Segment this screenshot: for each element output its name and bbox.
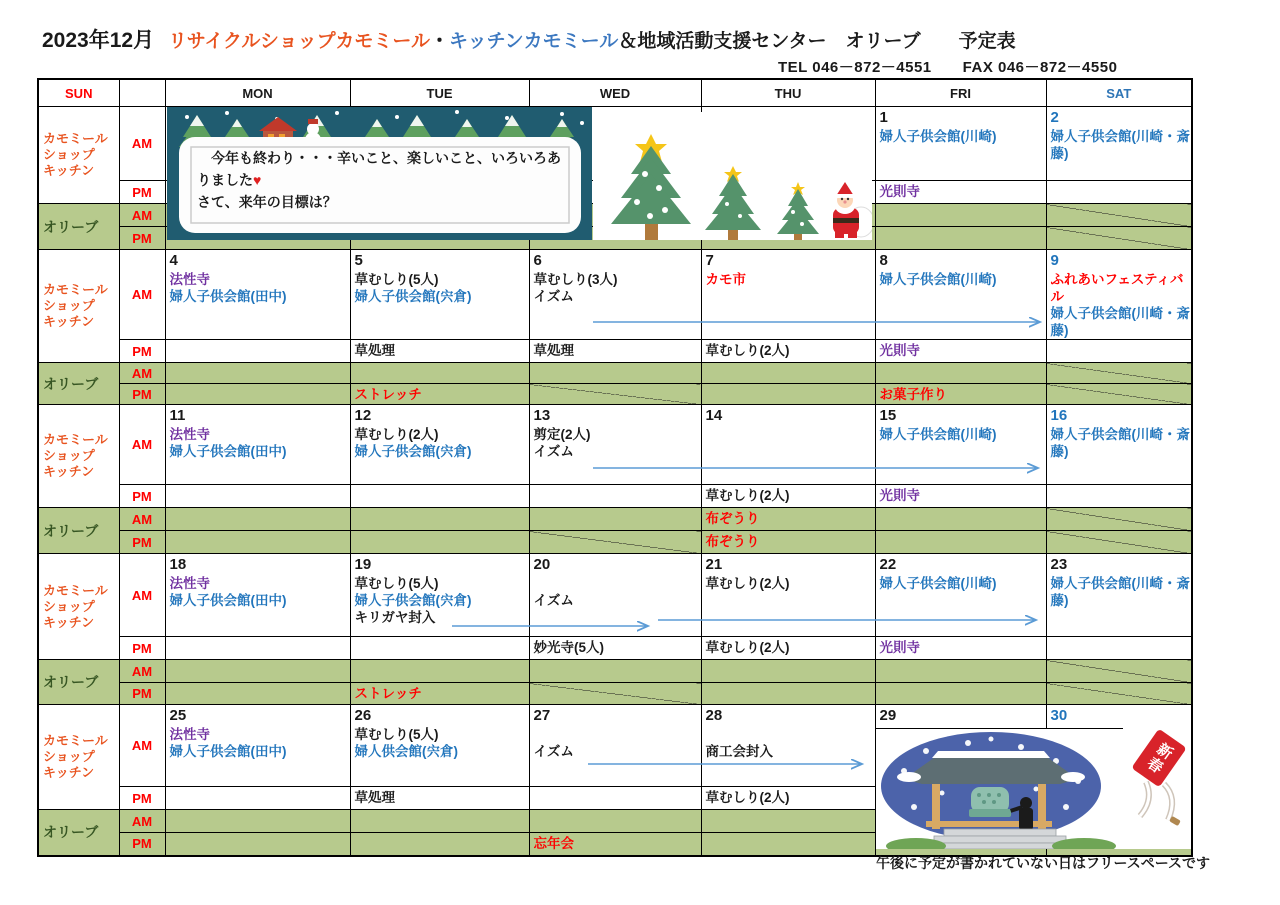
week-2-olive-am-row (38, 363, 1192, 384)
program-label-line: カモミール (43, 131, 108, 146)
program-label-line: カモミール (43, 733, 108, 748)
calendar-am-cell (875, 554, 1046, 637)
olive-am-cell (165, 363, 350, 384)
entry-line: ストレッチ (354, 686, 422, 701)
date-number: 20 (533, 556, 551, 573)
entry-line: カモ市 (705, 272, 746, 287)
date-number: 26 (354, 707, 372, 724)
olive-pm-cell (701, 833, 875, 856)
olive-pm-cell (350, 833, 529, 856)
banner-message (197, 147, 569, 213)
header-sat: SAT (1046, 79, 1192, 107)
olive-pm-cell (165, 384, 350, 405)
olive-pm-cell (529, 683, 701, 705)
header-mon: MON (165, 79, 350, 107)
entry-line: 婦人子供会館(川崎) (879, 272, 997, 287)
olive-am-cell (875, 660, 1046, 683)
program-label-line: キッチン (43, 614, 95, 630)
calendar-am-cell (529, 405, 701, 485)
entry-line: 草むしり(5人) (354, 272, 439, 287)
entry-line: 法性寺 (169, 727, 210, 742)
christmas-trees-art (593, 112, 872, 240)
olive-pm-cell (165, 833, 350, 856)
program-label-line: ショップ (43, 598, 95, 614)
olive-am-cell (701, 363, 875, 384)
header-blank (119, 79, 165, 107)
olive-pm-cell (165, 531, 350, 554)
calendar-pm-cell (350, 637, 529, 660)
olive-am-cell (529, 363, 701, 384)
date-number: 27 (533, 707, 551, 724)
calendar-pm-cell (875, 181, 1046, 204)
olive-am-cell (165, 660, 350, 683)
title-month: 2023年12月 (42, 29, 155, 52)
calendar-am-cell (165, 405, 350, 485)
entry-line: ストレッチ (354, 387, 422, 402)
calendar-am-cell (1046, 107, 1192, 181)
olive-label-cell: オリーブ (38, 204, 119, 250)
olive-label-cell: オリーブ (38, 660, 119, 705)
date-number: 21 (705, 556, 723, 573)
calendar-am-cell (350, 705, 529, 787)
calendar-am-cell (701, 705, 875, 787)
calendar-pm-cell (875, 340, 1046, 363)
date-number: 1 (879, 109, 888, 126)
entry-line: 草むしり(2人) (705, 640, 790, 655)
calendar-am-cell (1046, 405, 1192, 485)
entry-line: 婦人子供会館(川崎・斎藤) (1050, 427, 1190, 459)
olive-pm-cell (350, 683, 529, 705)
olive-pm-cell (875, 384, 1046, 405)
header-fri: FRI (875, 79, 1046, 107)
date-number: 14 (705, 407, 723, 424)
entry-line (530, 726, 701, 743)
calendar-pm-cell (350, 787, 529, 810)
entry-line: イズム (533, 289, 574, 304)
date-number: 22 (879, 556, 897, 573)
entry-line: 婦人子供会館(宍倉) (354, 593, 472, 608)
olive-pm-cell (875, 683, 1046, 705)
program-label-line: キッチン (43, 163, 95, 178)
week-3-olive-am-row (38, 508, 1192, 531)
calendar-pm-cell (875, 637, 1046, 660)
olive-am-cell (165, 810, 350, 833)
entry-line: 婦人子供会館(川崎) (879, 427, 997, 442)
entry-line: 婦人子供会館(田中) (169, 593, 287, 608)
olive-am-label-cell: AM (119, 660, 165, 683)
olive-pm-cell (350, 384, 529, 405)
olive-pm-cell (529, 531, 701, 554)
olive-pm-cell (529, 384, 701, 405)
week-2-olive-pm-row (38, 384, 1192, 405)
entry-line: 光則寺 (879, 184, 920, 199)
pm-label-cell: PM (119, 181, 165, 204)
am-label-cell: AM (119, 250, 165, 340)
date-number: 15 (879, 407, 897, 424)
olive-am-cell (701, 660, 875, 683)
date-number: 2 (1050, 109, 1059, 126)
entry-line: 草むしり(5人) (354, 576, 439, 591)
olive-am-cell (350, 810, 529, 833)
calendar-pm-cell (350, 485, 529, 508)
date-number: 30 (1050, 707, 1068, 724)
pm-label-cell: PM (119, 637, 165, 660)
week-3-am-row (38, 405, 1192, 485)
header-thu: THU (701, 79, 875, 107)
olive-am-cell (701, 508, 875, 531)
program-label-cell (38, 705, 119, 810)
date-number: 25 (169, 707, 187, 724)
calendar-pm-cell (701, 637, 875, 660)
week-4-olive-am-row (38, 660, 1192, 683)
olive-pm-label-cell: PM (119, 833, 165, 856)
olive-am-cell (350, 363, 529, 384)
header-tue: TUE (350, 79, 529, 107)
olive-am-cell (875, 363, 1046, 384)
calendar-am-cell (350, 405, 529, 485)
calendar-pm-cell (529, 637, 701, 660)
olive-am-cell (1046, 363, 1192, 384)
date-number: 28 (705, 707, 723, 724)
program-label-line: キッチン (43, 464, 95, 479)
olive-am-cell (875, 508, 1046, 531)
olive-pm-cell (350, 531, 529, 554)
entry-line: 光則寺 (879, 640, 920, 655)
pm-label-cell: PM (119, 485, 165, 508)
olive-pm-cell (875, 531, 1046, 554)
am-label-cell: AM (119, 705, 165, 787)
calendar-am-cell (701, 554, 875, 637)
entry-line: 婦人子供会館(田中) (169, 289, 287, 304)
entry-line: 婦人供会館(宍倉) (354, 744, 458, 759)
date-number: 6 (533, 252, 542, 269)
contact-info: TEL 046－872－4551 FAX 046－872－4550 (778, 59, 1118, 76)
olive-am-label-cell: AM (119, 204, 165, 227)
entry-line: 婦人子供会館(田中) (169, 444, 287, 459)
entry-line: 光則寺 (879, 488, 920, 503)
entry-line: 法性寺 (169, 576, 210, 591)
new-year-kite-art (1126, 730, 1190, 834)
calendar-am-cell (529, 705, 701, 787)
calendar-pm-cell (165, 637, 350, 660)
olive-am-cell (701, 810, 875, 833)
calendar-am-cell (165, 705, 350, 787)
week-4-olive-pm-row (38, 683, 1192, 705)
week-2-pm-row (38, 340, 1192, 363)
olive-am-cell (1046, 508, 1192, 531)
title-rest: ＆地域活動支援センター オリーブ 予定表 (618, 31, 1016, 52)
olive-am-cell (875, 204, 1046, 227)
entry-line: 婦人子供会館(川崎) (879, 576, 997, 591)
entry-line: イズム (533, 744, 574, 759)
week-4-am-row (38, 554, 1192, 637)
olive-label-cell: オリーブ (38, 810, 119, 856)
entry-line: 草むしり(2人) (705, 790, 790, 805)
olive-am-cell (529, 810, 701, 833)
banner-text-1: 今年も終わり・・・辛いこと、楽しいこと、いろいろありました (197, 150, 561, 188)
entry-line: 忘年会 (533, 836, 574, 851)
date-number: 12 (354, 407, 372, 424)
olive-am-cell (165, 508, 350, 531)
entry-line: 婦人子供会館(田中) (169, 744, 287, 759)
date-number: 18 (169, 556, 187, 573)
olive-am-cell (529, 508, 701, 531)
entry-line: 草むしり(2人) (705, 576, 790, 591)
program-label-line: カモミール (43, 282, 108, 297)
olive-pm-cell (701, 384, 875, 405)
calendar-am-cell (701, 250, 875, 340)
header-sun: SUN (38, 79, 119, 107)
program-label-line: カモミール (43, 582, 108, 598)
olive-am-cell (529, 660, 701, 683)
week-3-pm-row (38, 485, 1192, 508)
olive-am-label-cell: AM (119, 363, 165, 384)
entry-line: 商工会封入 (705, 744, 773, 759)
entry-line: 妙光寺(5人) (533, 640, 604, 655)
program-label-line: カモミール (43, 432, 108, 447)
calendar-am-cell (350, 554, 529, 637)
title-kitchen: キッチンカモミール (449, 31, 619, 52)
pm-label-cell: PM (119, 340, 165, 363)
title-separator: ・ (430, 31, 450, 52)
entry-line: 婦人子供会館(川崎) (879, 129, 997, 144)
calendar-am-cell (165, 250, 350, 340)
santa-icon (833, 180, 872, 238)
program-label-line: ショップ (43, 448, 95, 463)
entry-line: 婦人子供会館(川崎・斎藤) (1050, 576, 1190, 608)
christmas-banner-art (167, 107, 592, 240)
date-number: 8 (879, 252, 888, 269)
olive-pm-cell (875, 227, 1046, 250)
calendar-pm-cell (875, 485, 1046, 508)
olive-pm-label-cell: PM (119, 384, 165, 405)
calendar-pm-cell (165, 340, 350, 363)
date-number: 23 (1050, 556, 1068, 573)
olive-am-cell (1046, 660, 1192, 683)
entry-line: 草処理 (354, 343, 395, 358)
title-recycle-shop: リサイクルショップカモミール (168, 31, 430, 52)
olive-pm-cell (1046, 531, 1192, 554)
am-label-cell: AM (119, 405, 165, 485)
program-label-line: キッチン (43, 765, 95, 780)
footer-note: 午後に予定が書かれていない日はフリースペースです (876, 855, 1211, 871)
entry-line: ふれあいフェスティバル (1050, 272, 1184, 304)
calendar-pm-cell (701, 340, 875, 363)
entry-line: 草むしり(5人) (354, 727, 439, 742)
program-label-line: ショップ (43, 749, 95, 764)
date-number: 13 (533, 407, 551, 424)
calendar-am-cell (875, 405, 1046, 485)
calendar-pm-cell (165, 485, 350, 508)
entry-line: 婦人子供会館(宍倉) (354, 289, 472, 304)
entry-line (702, 726, 875, 743)
entry-line: キリガヤ封入 (354, 610, 436, 625)
olive-pm-cell (701, 531, 875, 554)
calendar-am-cell (165, 554, 350, 637)
date-number: 5 (354, 252, 363, 269)
trees-santa-art (593, 112, 872, 240)
calendar-pm-cell (165, 787, 350, 810)
entry-line: 草処理 (354, 790, 395, 805)
calendar-pm-cell (701, 787, 875, 810)
calendar-am-cell (701, 405, 875, 485)
entry-line: お菓子作り (879, 387, 947, 402)
date-number: 19 (354, 556, 372, 573)
entry-line: 剪定(2人) (533, 427, 591, 442)
calendar-pm-cell (701, 485, 875, 508)
olive-pm-cell (529, 833, 701, 856)
am-label-cell: AM (119, 107, 165, 181)
olive-pm-label-cell: PM (119, 227, 165, 250)
calendar-pm-cell (529, 787, 701, 810)
olive-am-label-cell: AM (119, 810, 165, 833)
banner-message-line2: さて、来年の目標は？ (197, 194, 337, 210)
week-2-am-row (38, 250, 1192, 340)
kite-flag-label: 新春 (1131, 729, 1186, 788)
olive-am-label-cell: AM (119, 508, 165, 531)
entry-line: 婦人子供会館(川崎・斎藤) (1050, 306, 1190, 338)
olive-label-cell: オリーブ (38, 363, 119, 405)
entry-line: イズム (533, 444, 574, 459)
entry-line: 布ぞうり (705, 511, 760, 526)
calendar-am-cell (529, 554, 701, 637)
program-label-cell (38, 107, 119, 204)
date-number: 9 (1050, 252, 1059, 269)
calendar-am-cell (875, 107, 1046, 181)
olive-pm-cell (1046, 227, 1192, 250)
program-label-cell (38, 554, 119, 660)
date-number: 7 (705, 252, 714, 269)
entry-line: 布ぞうり (705, 534, 760, 549)
header-wed: WED (529, 79, 701, 107)
olive-am-cell (350, 660, 529, 683)
olive-pm-cell (701, 683, 875, 705)
calendar-am-cell (875, 250, 1046, 340)
olive-pm-label-cell: PM (119, 531, 165, 554)
entry-line: 婦人子供会館(宍倉) (354, 444, 472, 459)
entry-line: 草処理 (533, 343, 574, 358)
olive-pm-cell (1046, 683, 1192, 705)
entry-line: イズム (533, 593, 574, 608)
olive-pm-cell (1046, 384, 1192, 405)
date-number: 29 (879, 707, 897, 724)
calendar-am-cell (1046, 250, 1192, 340)
entry-line: 法性寺 (169, 272, 210, 287)
calendar-pm-cell (1046, 340, 1192, 363)
date-number: 11 (169, 407, 186, 424)
olive-pm-label-cell: PM (119, 683, 165, 705)
entry-line: 光則寺 (879, 343, 920, 358)
calendar-pm-cell (1046, 485, 1192, 508)
program-label-line: ショップ (43, 298, 95, 313)
entry-line: 法性寺 (169, 427, 210, 442)
entry-line: 草むしり(2人) (354, 427, 439, 442)
program-label-cell (38, 405, 119, 508)
calendar-pm-cell (529, 485, 701, 508)
page-title (42, 24, 1016, 54)
calendar-pm-cell (529, 340, 701, 363)
olive-pm-cell (165, 683, 350, 705)
entry-line: 草むしり(3人) (533, 272, 618, 287)
olive-label-cell: オリーブ (38, 508, 119, 554)
weekday-header-row (38, 79, 1192, 107)
calendar-am-cell (529, 250, 701, 340)
heart-icon: ♥ (253, 172, 262, 188)
program-label-cell (38, 250, 119, 363)
entry-line: 草むしり(2人) (705, 488, 790, 503)
calendar-am-cell (1046, 554, 1192, 637)
pm-label-cell: PM (119, 787, 165, 810)
program-label-line: ショップ (43, 147, 95, 162)
am-label-cell: AM (119, 554, 165, 637)
entry-line (530, 575, 701, 592)
calendar-pm-cell (350, 340, 529, 363)
olive-am-cell (1046, 204, 1192, 227)
calendar-pm-cell (1046, 637, 1192, 660)
calendar-am-cell (350, 250, 529, 340)
date-number: 4 (169, 252, 178, 269)
olive-am-cell (350, 508, 529, 531)
week-3-olive-pm-row (38, 531, 1192, 554)
week-4-pm-row (38, 637, 1192, 660)
banner-message-line1 (197, 147, 569, 191)
entry-line: 婦人子供会館(川崎・斎藤) (1050, 129, 1190, 161)
program-label-line: キッチン (43, 314, 95, 329)
calendar-pm-cell (1046, 181, 1192, 204)
entry-line: 草むしり(2人) (705, 343, 790, 358)
date-number: 16 (1050, 407, 1068, 424)
